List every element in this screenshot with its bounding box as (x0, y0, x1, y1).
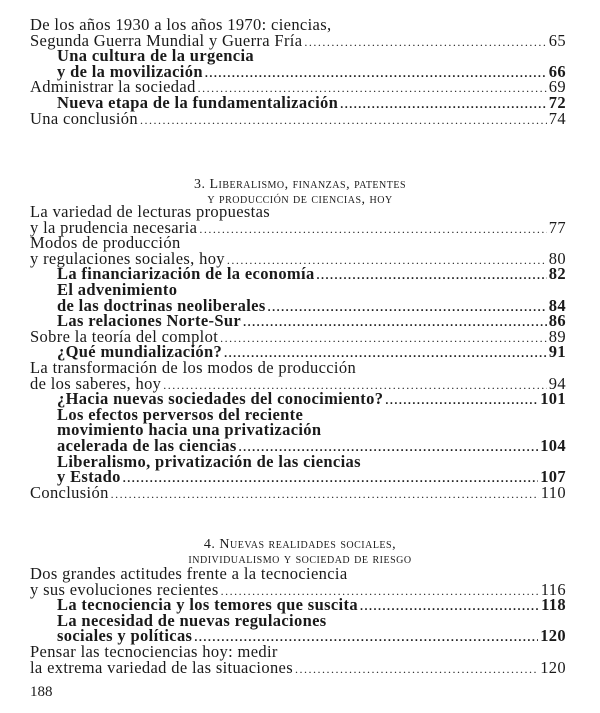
toc-page-number: 84 (548, 295, 566, 315)
dot-leader (220, 331, 547, 347)
toc-entry (30, 108, 566, 128)
chapter-3-title-line2: y producción de ciencias, hoy (207, 192, 393, 207)
toc-section-chapter-3 (30, 204, 566, 500)
toc-entry-title: De los años 1930 a los años 1970: ciencias, (30, 15, 332, 34)
toc-page-number: 66 (548, 61, 566, 81)
toc-entry-title: Los efectos perversos del reciente (57, 404, 304, 424)
dot-leader (243, 315, 547, 331)
dot-leader (304, 35, 546, 51)
toc-entry-title: acelerada de las ciencias (57, 435, 237, 455)
toc-entry-title: Pensar las tecnociencias hoy: medir (30, 641, 278, 661)
toc-entry-title: ¿Qué mundialización? (57, 342, 223, 362)
toc-page-number: 89 (548, 326, 566, 346)
toc-page-number: 69 (548, 77, 566, 97)
toc-page-number: 101 (540, 389, 566, 409)
toc-page-number: 77 (548, 217, 566, 237)
toc-entry-title: sociales y políticas (57, 626, 193, 646)
toc-entry-title: Dos grandes actitudes frente a la tecnociencia (30, 564, 348, 583)
toc-page-number: 91 (548, 342, 566, 362)
toc-entry-title: movimiento hacia una privatización (57, 420, 322, 440)
toc-entry-title: La transformación de los modos de producción (30, 357, 357, 377)
toc-entry-title: La variedad de lecturas propuestas (30, 202, 271, 221)
chapter-4-title-line1: 4. Nuevas realidades sociales, (203, 537, 397, 552)
toc-entry-title: El advenimiento (57, 279, 178, 299)
page-number: 188 (30, 684, 53, 700)
toc-entry-title: Modos de producción (30, 233, 181, 253)
dot-leader (340, 97, 547, 113)
toc-page-number: 120 (540, 657, 566, 677)
toc-entry (30, 657, 566, 677)
toc-entry-title: Conclusión (30, 482, 109, 502)
toc-entry (30, 482, 566, 502)
toc-page-number: 116 (540, 579, 566, 599)
toc-entry-title: La necesidad de nuevas regulaciones (57, 610, 327, 630)
dot-leader (268, 300, 547, 316)
toc-entry-title: de las doctrinas neoliberales (57, 295, 266, 315)
toc-entry-title: Las relaciones Norte-Sur (57, 311, 242, 331)
toc-entry-title: Sobre la teoría del complot (30, 326, 219, 346)
toc-page-number: 65 (548, 30, 566, 50)
dot-leader (140, 113, 547, 129)
toc-section-chapter-2-end (30, 17, 566, 126)
toc-page-number: 120 (540, 626, 566, 646)
toc-entry-title: La financiarización de la economía (57, 264, 315, 284)
toc-page-number: 94 (548, 373, 566, 393)
toc-entry-title: Nueva etapa de la fundamentalización (57, 92, 339, 112)
toc-page-number: 110 (540, 482, 566, 502)
dot-leader (360, 599, 539, 615)
toc-entry-title: La tecnociencia y los temores que suscita (57, 595, 358, 615)
dot-leader (295, 662, 538, 678)
toc-entry-title: y la prudencia necesaria (30, 217, 198, 237)
toc-page-number: 74 (548, 108, 566, 128)
dot-leader (317, 268, 547, 284)
toc-entry-title: y regulaciones sociales, hoy (30, 248, 225, 268)
chapter-4-heading (0, 537, 600, 567)
toc-entry-title: Administrar la sociedad (30, 77, 196, 97)
toc-entry-title: Una conclusión (30, 108, 139, 128)
dot-leader (111, 487, 539, 503)
toc-entry-title: y de la movilización (57, 61, 203, 81)
chapter-3-title-line1: 3. Liberalismo, finanzas, patentes (193, 177, 407, 192)
toc-entry-title: de los saberes, hoy (30, 373, 162, 393)
toc-entry-title: y Estado (57, 467, 121, 487)
chapter-4-title-line2: individualismo y sociedad de riesgo (188, 552, 412, 567)
toc-page-number: 104 (540, 435, 566, 455)
toc-page-number: 118 (541, 595, 566, 615)
toc-entry-title: la extrema variedad de las situaciones (30, 657, 293, 677)
toc-page-number: 107 (540, 467, 566, 487)
toc-page-number: 86 (548, 311, 566, 331)
toc-entry-title: Una cultura de la urgencia (57, 46, 255, 66)
toc-entry (30, 469, 566, 485)
dot-leader (385, 393, 538, 409)
toc-entry-title: Liberalismo, privatización de las ciencias (57, 451, 361, 471)
toc-page-number: 82 (548, 264, 566, 284)
dot-leader (123, 471, 538, 487)
toc-page-number: 80 (548, 248, 566, 268)
dot-leader (199, 222, 546, 238)
toc-section-chapter-4 (30, 566, 566, 675)
toc-entry-title: y sus evoluciones recientes (30, 579, 219, 599)
dot-leader (205, 66, 547, 82)
toc-page-number: 72 (548, 92, 566, 112)
toc-entry-title: ¿Hacia nuevas sociedades del conocimiento? (57, 389, 384, 409)
toc-entry-title: Segunda Guerra Mundial y Guerra Fría (30, 30, 303, 50)
